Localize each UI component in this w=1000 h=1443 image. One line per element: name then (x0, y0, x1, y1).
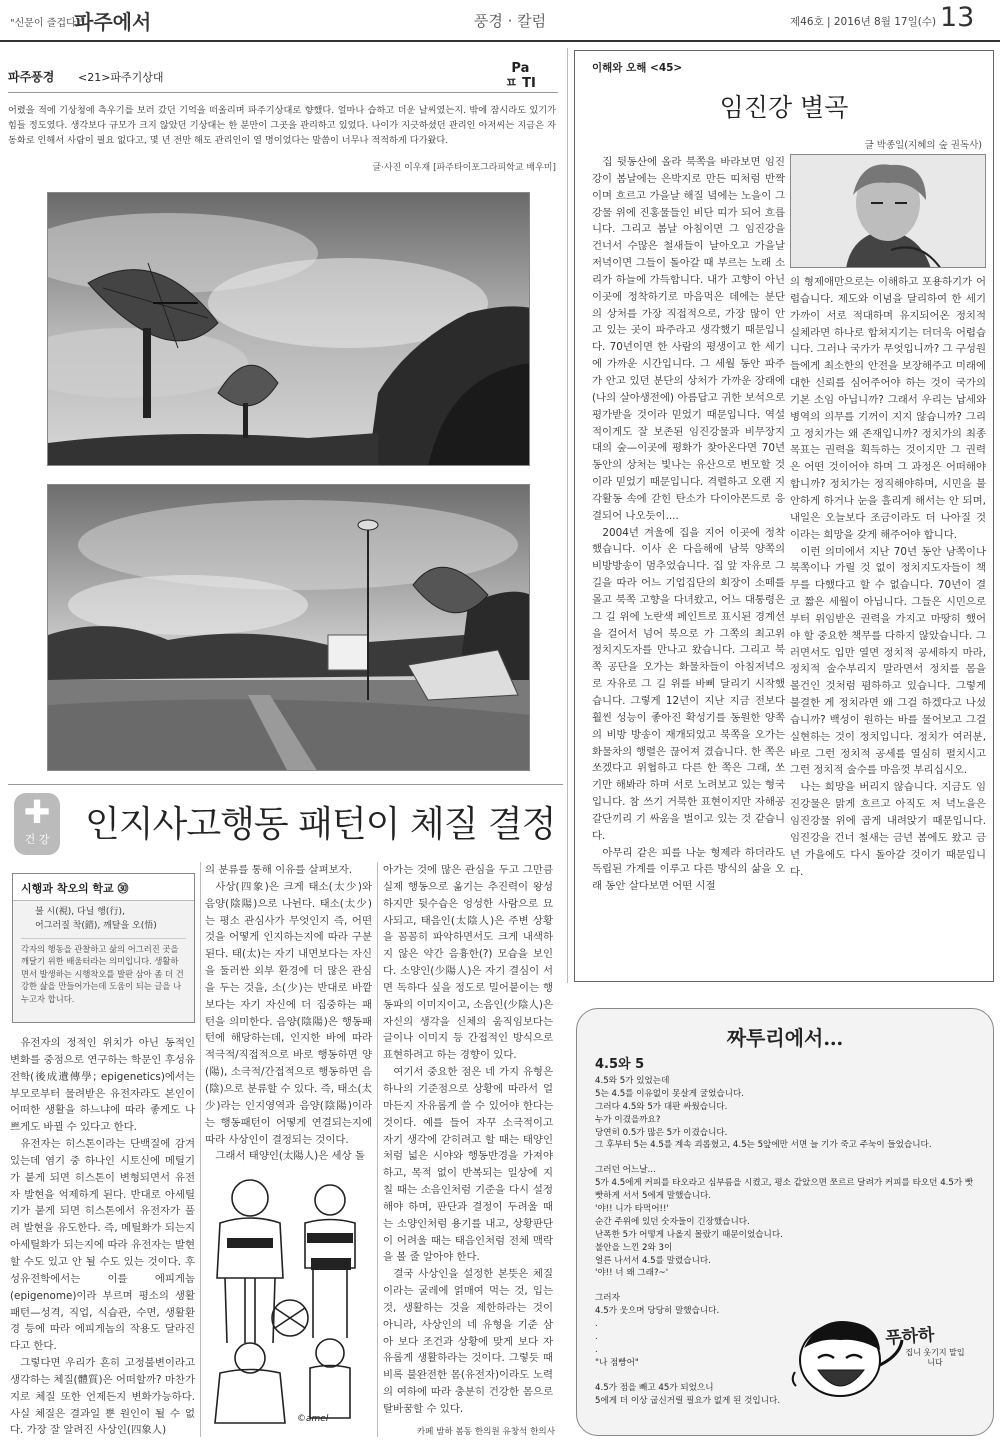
column-series: 이해와 오해 <45> (592, 62, 683, 74)
scenery-intro: 어렸을 적에 기상청에 측우기를 보러 갔던 기억을 떠올리며 파주기상대로 향했다. 얼마나 습하고 더운 날씨였는지. 밖에 잠시라도 있기가 힘들 정도였다. 생각보다 규모가 크지 않았던 기상대는 한 분만이 그곳을 관리하고 있었다. 나이가 지긋하셨던 관리인 아저씨는 지금은 자동화로 인해서 사람이 필요 없다고, 몇 년 전만 해도 관리인이 열 명이었다는 말씀이 너무나 적적하게 다가왔다. (8, 105, 556, 146)
paragraph: 아무리 같은 피를 나눈 형제라 하더라도 독립된 가계를 이루고 다른 방식의 삶을 오래 동안 살다보면 어떤 시절 (592, 846, 785, 893)
divider (8, 92, 558, 93)
sidebar-description: 각자의 행동을 관찰하고 삶의 어그러진 곳을 깨달기 위한 배움터라는 의미입니다. 생활하면서 발생하는 시행착오를 발판 삼아 좀 더 건강한 삶을 만들어가는데 도움이 되는 글을 나누고자 합니다. (21, 938, 186, 1005)
paragraph: 결국 사상인을 설정한 본뜻은 체질이라는 굴레에 얽매여 먹는 것, 입는 것, 생활하는 것을 제한하라는 것이 아니라, 사상인의 네 유형을 기준 삼아 보다 조건과 상황에 맞게 보다 자유롭게 생활하라는 것이다. 그렇듯 때비록 불완전한 몸(유전자)이라도 노력의 여하에 따라 충분히 건강한 몸으로 탈바꿈할 수 있다. (383, 1268, 553, 1415)
page-number: 13 (940, 2, 975, 33)
logo-line: ㅍ TI (505, 75, 536, 91)
paragraph: 유전자는 히스톤이라는 단백질에 감겨 있는데 염기 중 하나인 시토신에 메틸기가 붙게 되면 히스톤이 변형되면서 유전자 발현을 억제하게 된다. 반대로 아세틸기가 붙게 되면 히스톤에서 유전자가 풀려 발현을 유도한다. 즉, 메틸화가 되는지 아세틸화가 되는지에 따라 유전자는 발현할 수도 있고 안 될 수도 있는 것이다. 후성유전학에서는 이를 에피게놈(epigenome)이라 부르며 평소의 생활패턴—성격, 직업, 식습관, 수면, 생활환경 등에 따라 에피게놈의 작용도 달라진다고 한다. (10, 1138, 195, 1353)
text-line: 난폭한 5가 어떻게 나올지 몰랐기 때문이었습니다. (595, 1229, 783, 1240)
paragraph: 나는 희망을 버리지 않습니다. 지금도 임진강물은 맑게 흐르고 아직도 저 녁노을은 임진강물 위에 곱게 내려앉기 때문입니다. 임진강을 건너 철새는 금년 봄에도 왔고 금년 가을에도 다시 돌아갈 것이기 때문입니다. (790, 781, 986, 878)
health-column-3 (383, 862, 553, 1418)
text-line: '야!! 니가 타먹어!!' (595, 1204, 669, 1215)
hanja-line: 어그러질 착(錯), 깨달을 오(悟) (35, 920, 157, 931)
paragraph: 아가는 것에 많은 관심을 두고 그만큼 실제 행동으로 옮기는 추진력이 왕성하지만 뒷수습은 엉성한 사람으로 묘사되고, 태음인(太陰人)은 주변 상황을 꼼꼼히 파악하면서도 크게 내색하지 않은 약간 음흉한(?) 모습을 보인다. 소양인(少陽人)은 자기 결심이 서면 독하다 싶을 정도로 밀어붙이는 행동파의 이미지이고, 소음인(少陰人)은 자신의 생각을 신체의 움직임보다는 글이나 이미지 등 간접적인 방식으로 표현하려고 하는 경향이 있다. (383, 864, 553, 1062)
paragraph: 사상(四象)은 크게 태소(太少)와 음양(陰陽)으로 나뉜다. 태소(太少)는 평소 관심사가 무엇인지 즉, 어떤 것을 어떻게 인지하는지에 따라 구분된다. 태(太)는 자기 내면보다는 자신을 둘러싼 외부 환경에 더 많은 관심을 두는 것을, 소(少)는 반대로 바깥보다는 자기 자신에 더 집중하는 패턴을 의미한다. 음양(陰陽)은 행동패턴에 해당하는데, 인지한 바에 따라 적극적/직접적으로 바로 행동하면 양(陽), 소극적/간접적으로 행동하면 음(陰)으로 분류할 수 있다. 즉, 태소(太少)라는 인지영역과 음양(陰陽)이라는 행동패턴이 어떻게 연결되는지에 따라 사상인이 결정되는 것이다. (205, 880, 372, 1146)
column-divider (377, 862, 378, 1437)
paragraph: 집 뒷동산에 올라 북쪽을 바라보면 임진강이 봄날에는 은박지로 만든 띠처럼 반짝이며 흐르고 가을날 해질 녘에는 노을이 그 강물 위에 진홍물들인 비단 띠가 되어 흐릅니다. 그리고 봄날 아침이면 그 임진강을 건너서 수많은 철새들이 날아오고 가을날 저녁이면 그들이 돌아갈 때 부르는 노래 소리가 하늘에 가득합니다. 내가 고향이 아닌 이곳에 정착하기로 마음먹은 데에는 분단의 상처를 가장 직접적으로, 가장 많이 안고 있는 곳이 파주라고 생각했기 때문입니다. 70년이면 한 사람의 평생이고 한 세기에 가까운 시간입니다. 그 세월 동안 파주가 안고 있던 분단의 상처가 가까운 장래에(나의 살아생전에) 아름답고 귀한 보석으로 평가받을 것이라 믿었기 때문입니다. 역설적이게도 잘 보존된 임진강물과 비무장지대의 숲—이곳에 평화가 찾아온다면 70년 동안의 상처는 빛나는 유산으로 변모할 것이라 믿었기 때문입니다. 격렬하고 오랜 지각활동 속에 갇힌 탄소가 다이아몬드로 응결되어 나오듯이.... (592, 156, 785, 522)
spacer (595, 1152, 980, 1164)
weather-station-photo-field (47, 484, 530, 771)
paragraph: 여기서 중요한 점은 네 가지 유형은 하나의 기준점으로 상황에 따라서 얼마든지 자유롭게 쓸 수 있어야 한다는 것이다. 예를 들어 자꾸 소극적이고 자기 생각에 갇히려고 할 때는 태양인처럼 넓은 시야와 행동반경을 가져야 하고, 목적 없이 반복되는 일상에 지칠 때는 소음인처럼 기준을 다시 설정해야 하며, 판단과 결정이 두려울 때는 소양인처럼 용기를 내고, 상황판단이 어려울 때는 태음인처럼 전체 맥락을 볼 줄 알아야 한다. (383, 1066, 553, 1264)
text-line: 얼른 나서서 4.5를 말렸습니다. (595, 1255, 711, 1266)
paragraph: 의 분류를 통해 이유를 살펴보자. (205, 864, 352, 876)
typo-school-logo (505, 62, 536, 92)
paragraph: 그래서 태양인(太陽人)은 세상 돌 (215, 1150, 365, 1163)
health-badge (14, 793, 60, 855)
plus-heart-icon: ✚ (23, 793, 51, 831)
hanja-line: 불 시(視), 다닐 행(行), (35, 907, 125, 917)
text-line: . (595, 1344, 598, 1355)
text-line: 4.5와 5가 있었는데 (595, 1076, 670, 1086)
newspaper-logo: 파주에서 (74, 10, 152, 34)
text-line: 그러자 (595, 1293, 620, 1304)
text-line: "나 점빵어" (595, 1357, 639, 1368)
paragraph: 이런 의미에서 지난 70년 동안 남쪽이나 북쪽이나 가릴 것 없이 정치지도자들이 책무를 다했다고 할 수 없습니다. 70년이 결코 짧은 세월이 아닙니다. 그들은 시민으로부터 위임받은 권력을 가지고 마땅히 했어야 할 중요한 책무를 다하지 않았습니다. 그러면서도 입만 열면 정치적 공세하지 마라, 정치적 술수부리지 말라면서 정치를 몸을 볼건인 것처럼 폄하하고 있습니다. 그렇게 불결한 게 정치라면 왜 그걸 하겠다고 나섰습니까? 백성이 원하는 바를 물어보고 그걸 실현하는 것이 정치입니다. 정치가 여러분, 바로 그런 정치적 공세를 열심히 펼치시고 그런 정치적 술수를 마음껏 부리십시오. (790, 545, 986, 777)
health-column-1 (10, 1035, 195, 1439)
paragraph: 유전자의 정적인 위치가 아닌 동적인 변화를 중점으로 연구하는 학문인 후성유전학(後成遺傳學; epigenetics)에서는 부모로부터 물려받은 유전자라도 본인이 어떠한 생활을 하느냐에 따라 좋게도 나쁘게도 바뀔 수 있다고 한다. (10, 1037, 195, 1134)
text-line: 불안을 느낀 2와 3이 (595, 1242, 673, 1253)
sasang-illustration (205, 1168, 372, 1433)
author-photo (790, 154, 986, 268)
masthead (0, 0, 1000, 42)
text-line: 그러던 어느날... (595, 1165, 656, 1176)
text-line: 당연히 0.5가 많은 5가 이겼습니다. (595, 1127, 728, 1138)
issue-date: 제46호 | 2016년 8월 17일(수) (790, 16, 937, 28)
column-body-right (790, 274, 986, 880)
text-line: '야!! 너 왜 그래?~' (595, 1268, 669, 1279)
section-name: 풍경 · 칼럼 (473, 12, 547, 30)
text-line: . (595, 1332, 598, 1343)
photo-credit: 글·사진 이우재 [파주타이포그라피학교 배우미] (372, 163, 556, 173)
column-body-left (592, 154, 785, 895)
text-line: 4.5가 웃으며 당당히 말했습니다. (595, 1306, 720, 1317)
column-author: 글 박종일(지혜의 숲 권독사) (864, 140, 982, 151)
divider (8, 784, 563, 785)
text-line: . (595, 1319, 598, 1330)
sidebar-title: 시행과 착오의 학교 ㉚ (13, 874, 194, 901)
health-column-2 (205, 862, 372, 1165)
series-sidebar (12, 873, 195, 1023)
text-line: 5에게 더 이상 굽신거릴 필요가 없게 된 것입니다. (595, 1395, 781, 1406)
paragraph: 의 형제애만으로는 이해하고 포용하기가 어렵습니다. 제도와 이념을 달리하여 한 세기 가까이 서로 적대하며 유지되어온 정치적 실체라면 하나로 합쳐지기는 더더욱 어렵습니다. 그러나 국가가 무엇입니까? 그 구성원들에게 최소한의 안전을 보장해주고 미래에 대한 신뢰를 심어주어야 하는 것이 국가의 기본 소임 아닙니까? 그래서 우리는 납세와 병역의 의무를 기꺼이 지지 않습니까? 그리고 정치가는 왜 존재입니까? 정치가의 최종 목표는 권력을 획득하는 것이지만 그 권력은 어떤 것이어야 하며 그 과정은 어떠해야 합니까? 정치가는 정직해야하며, 시민을 불안하게 하거나 눈을 흘리게 해서는 안 되며, 내일은 오늘보다 조금이라도 더 나아질 것이라는 희망을 갖게 해주어야 합니다. (790, 276, 986, 541)
paragraph: 2004년 겨울에 집을 지어 이곳에 정착했습니다. 이사 온 다음해에 남북 양쪽의 비방방송이 멈추었습니다. 집 앞 자유로 그 길을 따라 어느 기업집단의 회장이 소떼를 몰고 북쪽 고향을 다녀왔고, 어느 대통령은 그 길 위에 노란색 페인트로 표시된 경계선을 걸어서 넘어 북으로 가 그쪽의 최고위 정치지도자를 만나고 왔습니다. 그리고 북쪽 공단을 오가는 화물차들이 아침저녁으로 자유로 그 길 위를 바삐 달리기 시작했습니다. 그렇게 12년이 지난 지금 전보다 훨씬 성능이 좋아진 확성기를 동원한 양쪽의 비방 방송이 재개되었고 북쪽을 오가는 화물차의 행렬은 끊어져 겼습니다. 한 쪽은 쏘겠다고 위협하고 다른 한 쪽은 그래, 쏘기만 해봐라 하며 서로 노려보고 있는 형국입니다. 참 쓰기 거북한 표현이지만 자해공갈단끼리 기 싸움을 벌이고 있는 것 같습니다. (592, 526, 785, 842)
spacer (595, 1370, 980, 1382)
text-line: 누가 이겼을까요? (595, 1114, 661, 1125)
text-line: 순간 주위에 있던 숫자들이 긴장했습니다. (595, 1216, 750, 1227)
health-credit: 카페 밤하 봄동 한의원 유창석 한의사 (416, 1427, 555, 1437)
column-divider (567, 48, 568, 983)
laugh-subtext: 집니 웃기지 말입니다 (905, 1348, 965, 1368)
laugh-text: 푸하하 (884, 1325, 936, 1349)
column-title: 임진강 별곡 (719, 93, 849, 122)
illustrator-signature: ©amel (297, 1414, 329, 1424)
column-divider (200, 862, 201, 1437)
scenery-title: 파주풍경 (8, 70, 55, 84)
masthead-slogan: "신문이 즐겁다!" (10, 18, 85, 29)
text-line: 그러다 4.5와 5가 대판 싸웠습니다. (595, 1101, 728, 1112)
text-line: 4.5가 점을 빼고 45가 되었으니 (595, 1382, 714, 1393)
spacer (595, 1280, 980, 1292)
text-line: 5는 4.5를 이유없이 못살게 굴었습니다. (595, 1088, 745, 1099)
logo-line: Pa (511, 61, 530, 76)
weather-station-photo-dish (47, 192, 530, 466)
humor-heading: 4.5와 5 (595, 1057, 645, 1072)
humor-title: 짜투리에서… (726, 1026, 844, 1050)
sidebar-hanja (13, 901, 194, 933)
health-headline: 인지사고행동 패턴이 체질 결정 (85, 804, 556, 845)
health-tag: 건 강 (24, 833, 50, 846)
text-line: 그 후부터 5는 4.5를 계속 괴롭혔고, 4.5는 5앞에만 서면 늘 기가 죽고 주눅이 들었습니다. (595, 1140, 932, 1151)
scenery-subtitle: <21>파주기상대 (78, 71, 164, 84)
paragraph: 그렇다면 우리가 흔히 고정불변이라고 생각하는 체질(體質)은 어떠할까? 마찬가지로 체질 또한 언제든지 변화가능하다. 사실 체질은 결과일 뿐 원인이 될 수 없다. 가장 잘 알려진 사상인(四象人) (10, 1357, 195, 1437)
text-line: 5가 4.5에게 커피를 타오라고 심부름을 시켰고, 평소 같았으면 쪼르르 달려가 커피를 타오던 4.5가 빳빳하게 서서 5에게 말했습니다. (595, 1178, 974, 1202)
